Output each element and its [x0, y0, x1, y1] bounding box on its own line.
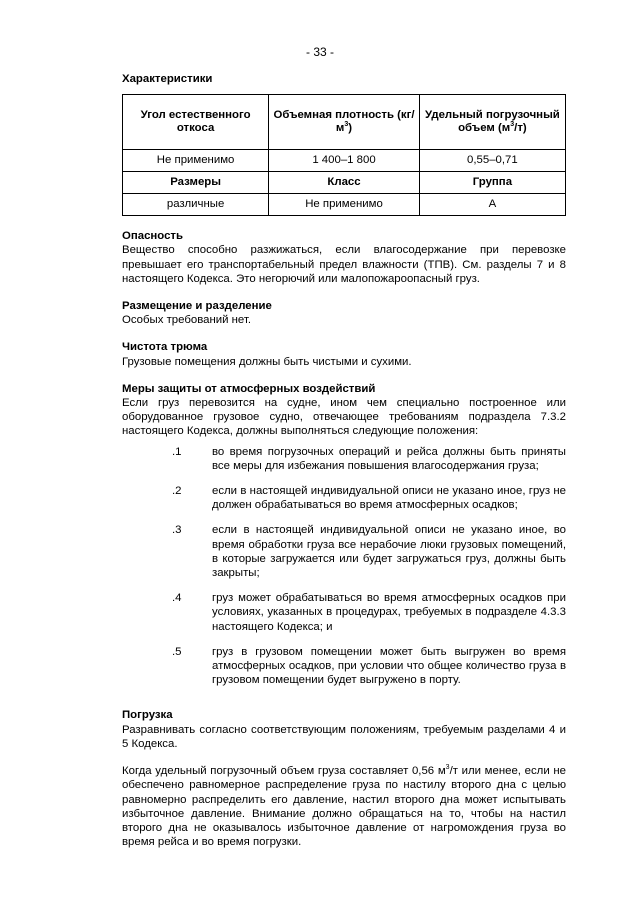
list-item-number: .3 [172, 524, 182, 537]
weather-precautions-intro: Если груз перевозится на судне, ином чем специально построенное или оборудованное грузовое судно, отвечающее требованиям подраздела 7.3.2 настоящего Кодекса, должны выполняться следующие положения: [122, 397, 566, 438]
list-item-number: .1 [172, 445, 182, 458]
hold-cleanliness-text: Грузовые помещения должны быть чистыми и сухими. [122, 355, 412, 368]
loading-text: Разравнивать согласно соответствующим положениям, требуемым разделами 4 и 5 Кодекса. [122, 723, 566, 750]
table-cell: 1 400–1 800 [269, 150, 420, 172]
table-header-cell: Размеры [123, 172, 269, 194]
table-header-cell [419, 95, 565, 150]
table-cell: Не применимо [269, 194, 420, 216]
stowage-heading: Размещение и разделение [122, 300, 272, 313]
page-number: - 33 - [305, 45, 334, 59]
table-cell: А [419, 194, 565, 216]
characteristics-heading: Характеристики [122, 73, 213, 85]
list-item-number: .2 [172, 485, 182, 498]
weather-precautions-list [122, 445, 566, 688]
table-row [123, 150, 566, 172]
table-header-row [123, 172, 566, 194]
list-item [122, 484, 566, 512]
list-item [122, 591, 566, 634]
bulk-density-header: Объемная плотность $(кг/м^3)$ [273, 109, 415, 135]
page-content [122, 72, 566, 849]
list-item-text: во время погрузочных операций и рейса должны быть приняты все меры для избежания повышения влагосодержания груза; [212, 445, 566, 472]
table-cell: Не применимо [123, 150, 269, 172]
list-item-text: груз в грузовом помещении может быть выгружен во время атмосферных осадков, при условии что общее количество груза в грузовом помещении будет выгружено в порту. [212, 645, 566, 687]
table-header-cell: Группа [419, 172, 565, 194]
list-item [122, 445, 566, 473]
table-row [123, 194, 566, 216]
table-header-cell [269, 95, 420, 150]
table-header-cell [123, 95, 269, 150]
list-item-text: груз может обрабатываться во время атмосферных осадков при условиях, указанных в процедурах, требуемых в подразделе 4.3.3 настоящего Кодекса; и [212, 592, 566, 633]
angle-of-repose-header: Угол естественного откоса [140, 109, 251, 135]
table-cell: 0,55–0,71 [419, 150, 565, 172]
list-item [122, 523, 566, 580]
hazard-text: Вещество способно разжижаться, если влагосодержание при перевозке превышает его транспортабельный предел влажности (ТПВ). См. разделы 7 и 8 настоящего Кодекса. Это негорючий или малопожароопасный груз. [122, 244, 566, 285]
table-header-row [123, 95, 566, 150]
table-header-cell: Класс [269, 172, 420, 194]
list-item-text: если в настоящей индивидуальной описи не указано иное, во время обработки груза все нерабочие люки грузовых помещений, в которые загружается или будет загружаться груз, должны быть закрыты; [212, 524, 566, 580]
list-item-text: если в настоящей индивидуальной описи не указано иное, груз не должен обрабатываться во время атмосферных осадков; [212, 485, 566, 512]
loading-stowage-factor-text: Когда удельный погрузочный объем груза составляет 0,56 $м^3/т$ или менее, если не обеспечено равномерное распределение груза по настилу второго дна с целью равномерно распределить его давление, настил второго дна может испытывать избыточное давление. Внимание должно обращаться на то, чтобы на настил второго дна не оказывалось избыточное давление от нагромождения груза во время рейса и во время погрузки. [122, 764, 566, 849]
stowage-factor-header: Удельный погрузочный объем $(м^3/т)$ [425, 109, 560, 135]
table-cell: различные [123, 194, 269, 216]
list-item [122, 645, 566, 688]
hold-cleanliness-heading: Чистота трюма [122, 341, 208, 354]
stowage-text: Особых требований нет. [122, 314, 252, 327]
list-item-number: .4 [172, 592, 182, 605]
loading-heading: Погрузка [122, 709, 173, 722]
hazard-heading: Опасность [122, 230, 184, 243]
list-item-number: .5 [172, 645, 182, 658]
characteristics-table [122, 94, 566, 216]
weather-precautions-heading: Меры защиты от атмосферных воздействий [122, 382, 376, 395]
